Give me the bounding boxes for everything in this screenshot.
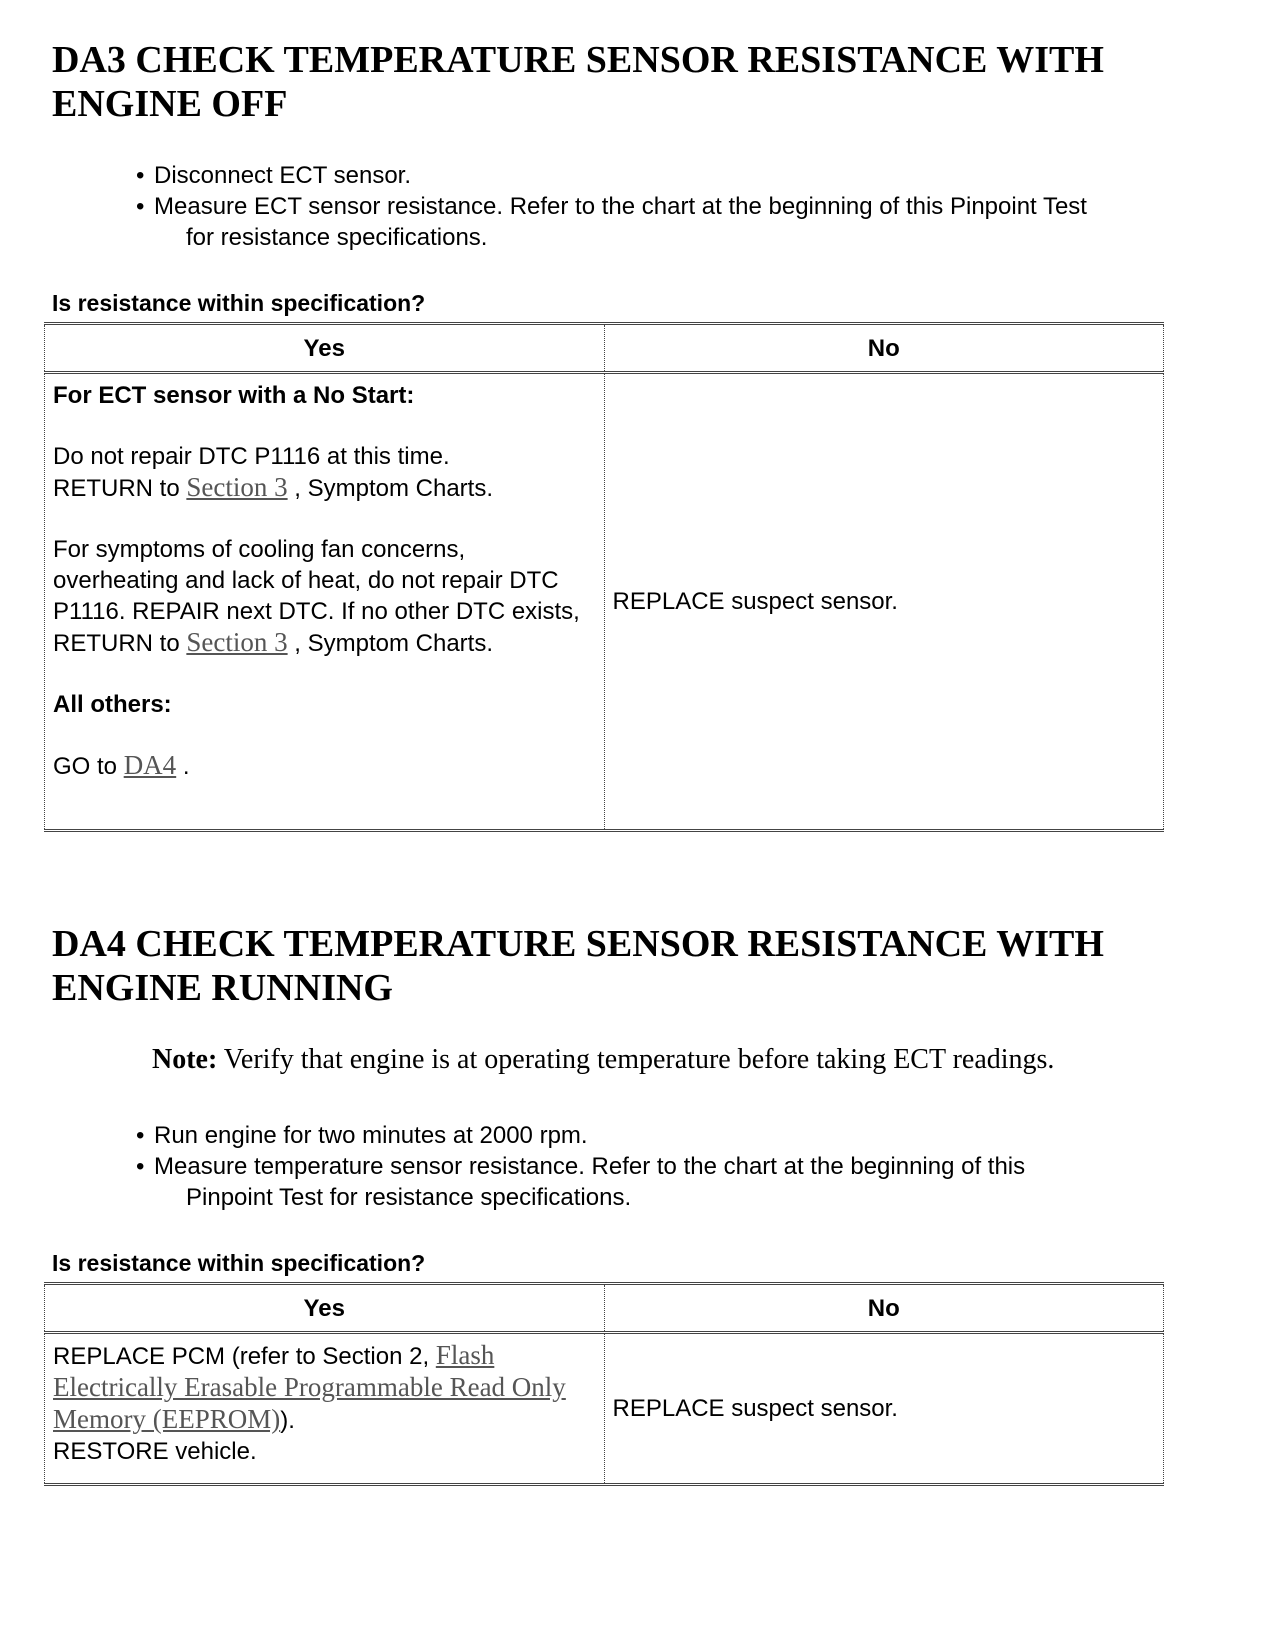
da4-bullet-2: • Measure temperature sensor resistance. Refer to the chart at the beginning of this Pinpoint Test for resistance specifications. xyxy=(132,1151,1272,1213)
da3-yes-text-3: For symptoms of cooling fan concerns, overheating and lack of heat, do not repair DTC P1116. REPAIR next DTC. If no other DTC exists, RETURN to Section 3 , Symptom Charts. xyxy=(53,536,580,657)
note-label: Note: xyxy=(152,1044,218,1075)
da3-yes-text-2: RETURN to Section 3 , Symptom Charts. xyxy=(53,472,493,502)
da3-bullet-2: • Measure ECT sensor resistance. Refer to the chart at the beginning of this Pinpoint Test for resistance specifications. xyxy=(132,191,1272,253)
da4-instructions xyxy=(132,1120,1272,1213)
da4-title: DA4 CHECK TEMPERATURE SENSOR RESISTANCE WITH ENGINE RUNNING xyxy=(52,923,1104,1009)
da4-col-no: No xyxy=(604,1284,1164,1333)
da4-answer-table xyxy=(44,1282,1164,1486)
da4-note xyxy=(152,1044,1262,1076)
da3-instructions xyxy=(132,160,1272,253)
da3-title: DA3 CHECK TEMPERATURE SENSOR RESISTANCE WITH ENGINE OFF xyxy=(52,39,1104,125)
da3-col-yes: Yes xyxy=(45,324,605,373)
da3-question: Is resistance within specification? xyxy=(52,290,426,316)
da3-no-cell: REPLACE suspect sensor. xyxy=(604,373,1164,831)
note-text: Verify that engine is at operating temperature before taking ECT readings. xyxy=(217,1044,1055,1075)
da4-yes-cell xyxy=(45,1333,605,1485)
eeprom-link[interactable]: Flash Electrically Erasable Programmable Read Only Memory (EEPROM) xyxy=(53,1340,566,1434)
da4-bullet-1: • Run engine for two minutes at 2000 rpm. xyxy=(132,1120,1272,1151)
da4-yes-text-2: RESTORE vehicle. xyxy=(53,1438,257,1465)
da4-no-cell: REPLACE suspect sensor. xyxy=(604,1333,1164,1485)
da4-link[interactable]: DA4 xyxy=(123,750,177,780)
da3-yes-heading-nostart: For ECT sensor with a No Start: xyxy=(53,382,415,409)
da3-yes-heading-others: All others: xyxy=(53,691,172,718)
da4-yes-text-1: REPLACE PCM (refer to Section 2, Flash Electrically Erasable Programmable Read Only Memory (EEPROM)). xyxy=(53,1340,566,1434)
section3-link-1[interactable]: Section 3 xyxy=(186,472,288,502)
da4-question: Is resistance within specification? xyxy=(52,1250,426,1276)
section3-link-2[interactable]: Section 3 xyxy=(186,627,288,657)
da3-yes-cell xyxy=(45,373,605,831)
da3-yes-text-1: Do not repair DTC P1116 at this time. xyxy=(53,443,450,470)
da3-col-no: No xyxy=(604,324,1164,373)
da3-yes-text-4: GO to DA4 . xyxy=(53,750,190,780)
da3-answer-table xyxy=(44,322,1164,832)
da4-col-yes: Yes xyxy=(45,1284,605,1333)
da3-bullet-1: • Disconnect ECT sensor. xyxy=(132,160,1272,191)
